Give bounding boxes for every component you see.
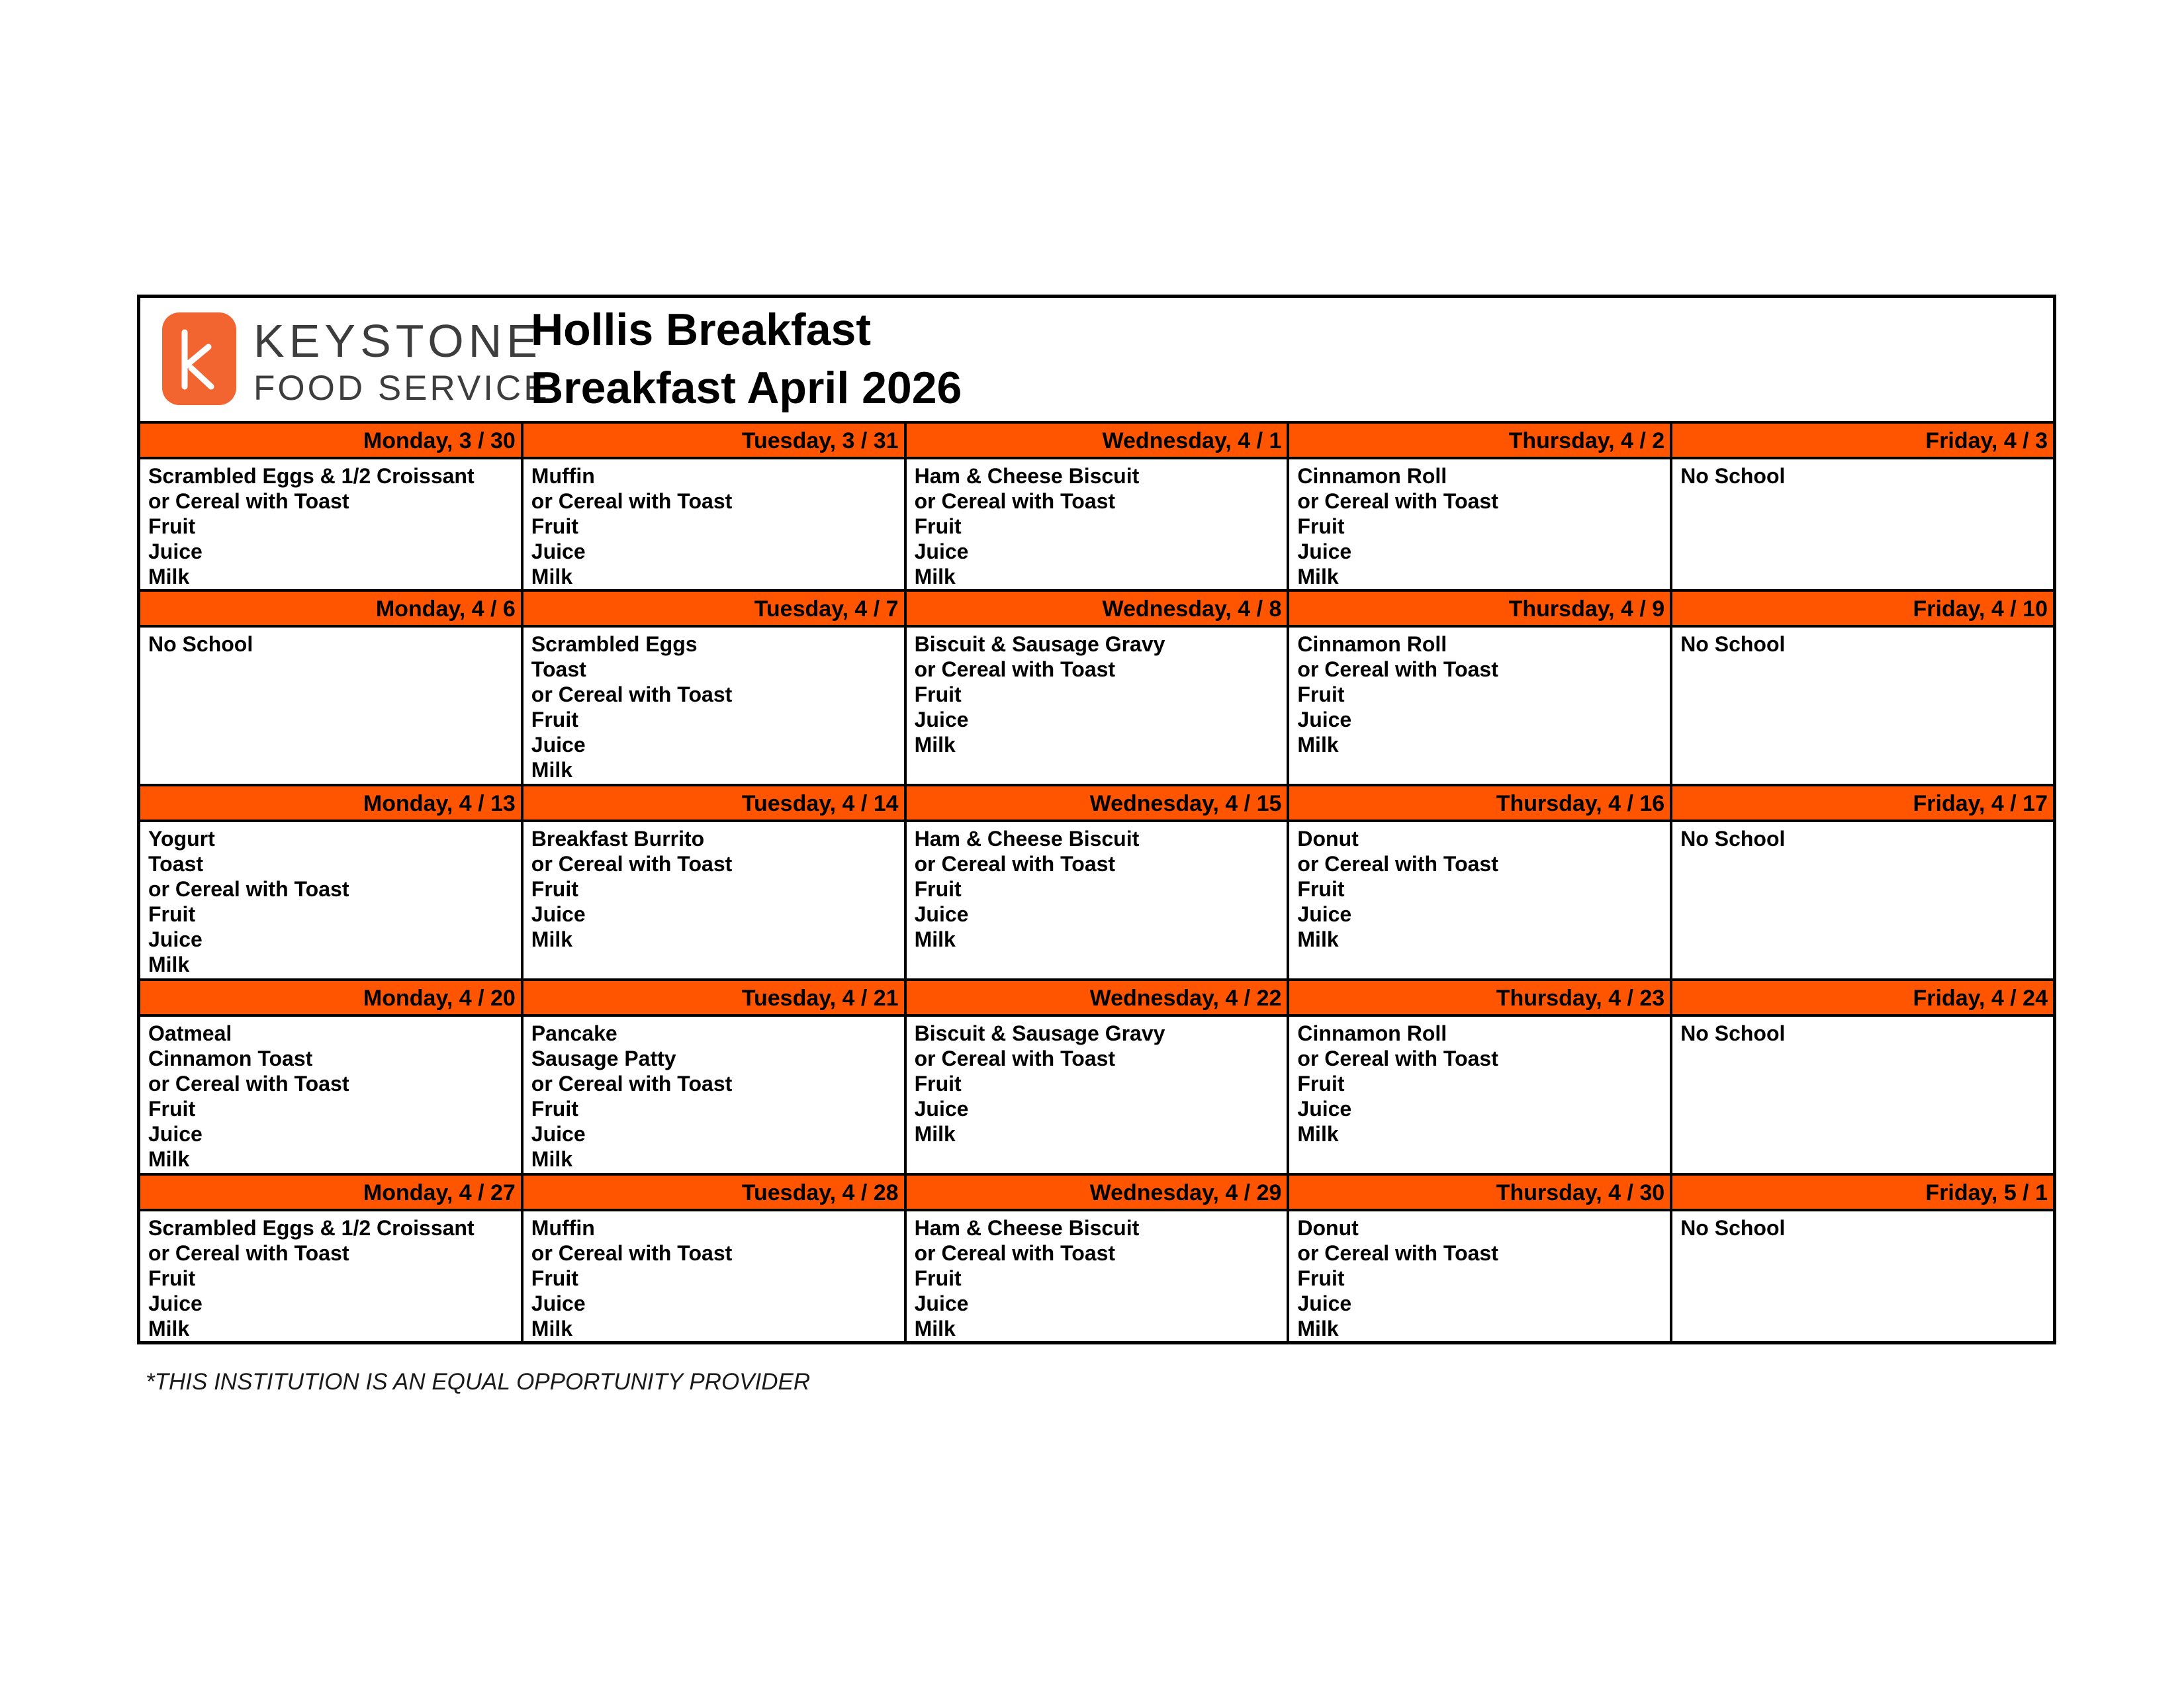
menu-item: or Cereal with Toast (148, 489, 349, 513)
menu-item: Juice (1297, 539, 1352, 563)
menu-item: or Cereal with Toast (531, 489, 733, 513)
menu-item: Milk (148, 1147, 190, 1171)
menu-item: Milk (148, 1317, 190, 1340)
menu-item: Fruit (914, 877, 962, 901)
menu-item: Scrambled Eggs (531, 632, 698, 656)
menu-item: Milk (914, 1122, 956, 1146)
week-row (140, 1176, 2053, 1341)
day-header: Tuesday, 4 / 7 (523, 592, 907, 628)
day-menu (1672, 1017, 2053, 1173)
menu-item: Juice (914, 1097, 969, 1121)
menu-item: Scrambled Eggs & 1/2 Croissant (148, 1216, 475, 1240)
day-menu (907, 1211, 1290, 1341)
menu-item: Juice (1297, 1291, 1352, 1315)
menu-item: or Cereal with Toast (148, 1241, 349, 1265)
menu-item: Cinnamon Toast (148, 1047, 313, 1070)
menu-item: Milk (148, 565, 190, 588)
menu-item: Fruit (914, 1266, 962, 1290)
day-menu (1289, 628, 1672, 784)
menu-item: Ham & Cheese Biscuit (914, 1216, 1140, 1240)
menu-item: Milk (531, 1147, 573, 1171)
menu-item: Juice (148, 539, 203, 563)
menu-item: Milk (1297, 927, 1339, 951)
menu-item: Fruit (531, 708, 578, 731)
day-header: Wednesday, 4 / 15 (907, 786, 1290, 822)
menu-item: Milk (1297, 1317, 1339, 1340)
menu-item: Toast (531, 657, 586, 681)
day-menu (1672, 822, 2053, 978)
menu-item: or Cereal with Toast (914, 657, 1116, 681)
day-header: Wednesday, 4 / 8 (907, 592, 1290, 628)
menu-item: Fruit (1297, 1072, 1345, 1096)
day-menu (140, 628, 523, 784)
menu-item: Milk (1297, 565, 1339, 588)
menu-item: Juice (148, 927, 203, 951)
day-menu (907, 628, 1290, 784)
day-menu-row (140, 1211, 2053, 1341)
menu-item: No School (1680, 827, 1786, 851)
menu-item: Pancake (531, 1021, 617, 1045)
menu-item: Juice (531, 902, 586, 926)
menu-item: Fruit (531, 877, 578, 901)
menu-item: Juice (914, 902, 969, 926)
menu-item: Toast (148, 852, 203, 876)
day-header-row (140, 786, 2053, 822)
menu-item: Fruit (1297, 1266, 1345, 1290)
menu-item: or Cereal with Toast (531, 682, 733, 706)
day-header: Tuesday, 4 / 28 (523, 1176, 907, 1211)
menu-item: or Cereal with Toast (914, 1241, 1116, 1265)
menu-item: Sausage Patty (531, 1047, 676, 1070)
weeks-container (140, 424, 2053, 1341)
menu-item: Juice (914, 1291, 969, 1315)
menu-item: Fruit (531, 1266, 578, 1290)
title-block (531, 301, 962, 417)
day-header: Wednesday, 4 / 1 (907, 424, 1290, 459)
day-menu (140, 1017, 523, 1173)
day-header-row (140, 424, 2053, 459)
day-header: Monday, 4 / 13 (140, 786, 523, 822)
menu-item: Fruit (148, 902, 196, 926)
menu-item: or Cereal with Toast (148, 877, 349, 901)
menu-item: Milk (531, 565, 573, 588)
day-menu (1289, 1017, 1672, 1173)
menu-item: Fruit (148, 1266, 196, 1290)
menu-item: Milk (531, 1317, 573, 1340)
menu-item: Muffin (531, 464, 595, 488)
day-header: Monday, 4 / 6 (140, 592, 523, 628)
day-menu (523, 822, 907, 978)
menu-item: Milk (1297, 1122, 1339, 1146)
day-header: Friday, 4 / 24 (1672, 981, 2053, 1017)
day-header-row (140, 981, 2053, 1017)
day-menu (907, 459, 1290, 589)
menu-item: Ham & Cheese Biscuit (914, 464, 1140, 488)
day-header: Thursday, 4 / 16 (1289, 786, 1672, 822)
menu-item: Breakfast Burrito (531, 827, 705, 851)
menu-item: or Cereal with Toast (914, 852, 1116, 876)
menu-item: No School (1680, 1021, 1786, 1045)
menu-item: or Cereal with Toast (531, 852, 733, 876)
menu-item: Juice (531, 733, 586, 757)
day-menu (1672, 628, 2053, 784)
day-header: Friday, 4 / 17 (1672, 786, 2053, 822)
menu-item: Juice (148, 1122, 203, 1146)
menu-item: Fruit (531, 514, 578, 538)
day-header: Thursday, 4 / 23 (1289, 981, 1672, 1017)
day-header: Thursday, 4 / 30 (1289, 1176, 1672, 1211)
keystone-logo (162, 312, 550, 408)
menu-item: Milk (531, 758, 573, 782)
menu-item: No School (1680, 1216, 1786, 1240)
menu-item: Juice (531, 539, 586, 563)
menu-item: or Cereal with Toast (1297, 1047, 1498, 1070)
day-header-row (140, 1176, 2053, 1211)
day-menu (140, 1211, 523, 1341)
day-menu (1289, 822, 1672, 978)
day-header: Thursday, 4 / 2 (1289, 424, 1672, 459)
menu-item: No School (148, 632, 253, 656)
menu-item: Juice (531, 1291, 586, 1315)
menu-item: Cinnamon Roll (1297, 1021, 1447, 1045)
day-header: Wednesday, 4 / 22 (907, 981, 1290, 1017)
menu-item: Juice (531, 1122, 586, 1146)
menu-item: Cinnamon Roll (1297, 464, 1447, 488)
menu-item: Fruit (531, 1097, 578, 1121)
menu-calendar (137, 295, 2056, 1344)
menu-item: or Cereal with Toast (914, 1047, 1116, 1070)
day-menu-row (140, 628, 2053, 786)
menu-item: Ham & Cheese Biscuit (914, 827, 1140, 851)
menu-item: or Cereal with Toast (148, 1072, 349, 1096)
menu-item: or Cereal with Toast (1297, 489, 1498, 513)
menu-item: or Cereal with Toast (914, 489, 1116, 513)
day-menu-row (140, 1017, 2053, 1176)
day-header: Thursday, 4 / 9 (1289, 592, 1672, 628)
day-menu-row (140, 459, 2053, 592)
menu-item: Milk (531, 927, 573, 951)
menu-item: Milk (914, 565, 956, 588)
menu-item: Fruit (1297, 514, 1345, 538)
menu-item: Scrambled Eggs & 1/2 Croissant (148, 464, 475, 488)
menu-item: or Cereal with Toast (531, 1072, 733, 1096)
keystone-k-icon (162, 312, 236, 405)
menu-item: Milk (914, 1317, 956, 1340)
week-row (140, 592, 2053, 786)
menu-item: Milk (914, 927, 956, 951)
day-header: Tuesday, 4 / 14 (523, 786, 907, 822)
menu-item: Donut (1297, 827, 1359, 851)
logo-name-line2: FOOD SERVICE (253, 369, 550, 408)
menu-item: Biscuit & Sausage Gravy (914, 632, 1165, 656)
day-header: Friday, 4 / 3 (1672, 424, 2053, 459)
day-menu (1672, 459, 2053, 589)
day-menu (140, 459, 523, 589)
menu-item: Yogurt (148, 827, 215, 851)
menu-item: Milk (914, 733, 956, 757)
school-title: Hollis Breakfast (531, 305, 871, 355)
menu-title: Breakfast April 2026 (531, 363, 962, 413)
menu-item: Juice (148, 1291, 203, 1315)
menu-item: or Cereal with Toast (1297, 852, 1498, 876)
day-header: Friday, 5 / 1 (1672, 1176, 2053, 1211)
day-header: Monday, 4 / 20 (140, 981, 523, 1017)
menu-item: or Cereal with Toast (1297, 1241, 1498, 1265)
day-header: Tuesday, 3 / 31 (523, 424, 907, 459)
week-row (140, 424, 2053, 592)
day-header: Friday, 4 / 10 (1672, 592, 2053, 628)
menu-item: Donut (1297, 1216, 1359, 1240)
day-menu (907, 1017, 1290, 1173)
menu-item: Oatmeal (148, 1021, 232, 1045)
day-menu (523, 459, 907, 589)
menu-item: or Cereal with Toast (531, 1241, 733, 1265)
day-menu (523, 628, 907, 784)
menu-item: Juice (1297, 1097, 1352, 1121)
week-row (140, 981, 2053, 1176)
menu-item: Fruit (914, 682, 962, 706)
day-menu (1672, 1211, 2053, 1341)
menu-item: Juice (1297, 708, 1352, 731)
day-header: Tuesday, 4 / 21 (523, 981, 907, 1017)
menu-item: Juice (914, 539, 969, 563)
day-header: Wednesday, 4 / 29 (907, 1176, 1290, 1211)
menu-item: Fruit (148, 514, 196, 538)
menu-item: Fruit (148, 1097, 196, 1121)
day-menu (907, 822, 1290, 978)
day-header: Monday, 4 / 27 (140, 1176, 523, 1211)
menu-item: Cinnamon Roll (1297, 632, 1447, 656)
day-menu (523, 1017, 907, 1173)
menu-item: No School (1680, 464, 1786, 488)
menu-item: Milk (1297, 733, 1339, 757)
week-row (140, 786, 2053, 981)
day-header: Monday, 3 / 30 (140, 424, 523, 459)
menu-item: Biscuit & Sausage Gravy (914, 1021, 1165, 1045)
logo-name-line1: KEYSTONE (253, 315, 542, 367)
menu-item: Muffin (531, 1216, 595, 1240)
menu-item: No School (1680, 632, 1786, 656)
menu-item: Juice (914, 708, 969, 731)
day-header-row (140, 592, 2053, 628)
day-menu-row (140, 822, 2053, 981)
day-menu (140, 822, 523, 978)
menu-item: Fruit (1297, 877, 1345, 901)
menu-item: Milk (148, 953, 190, 976)
day-menu (523, 1211, 907, 1341)
menu-item: Juice (1297, 902, 1352, 926)
menu-item: or Cereal with Toast (1297, 657, 1498, 681)
menu-item: Fruit (914, 1072, 962, 1096)
day-menu (1289, 459, 1672, 589)
day-menu (1289, 1211, 1672, 1341)
menu-item: Fruit (914, 514, 962, 538)
footer-note: *THIS INSTITUTION IS AN EQUAL OPPORTUNITY PROVIDER (146, 1369, 811, 1395)
menu-item: Fruit (1297, 682, 1345, 706)
calendar-header (140, 298, 2053, 424)
